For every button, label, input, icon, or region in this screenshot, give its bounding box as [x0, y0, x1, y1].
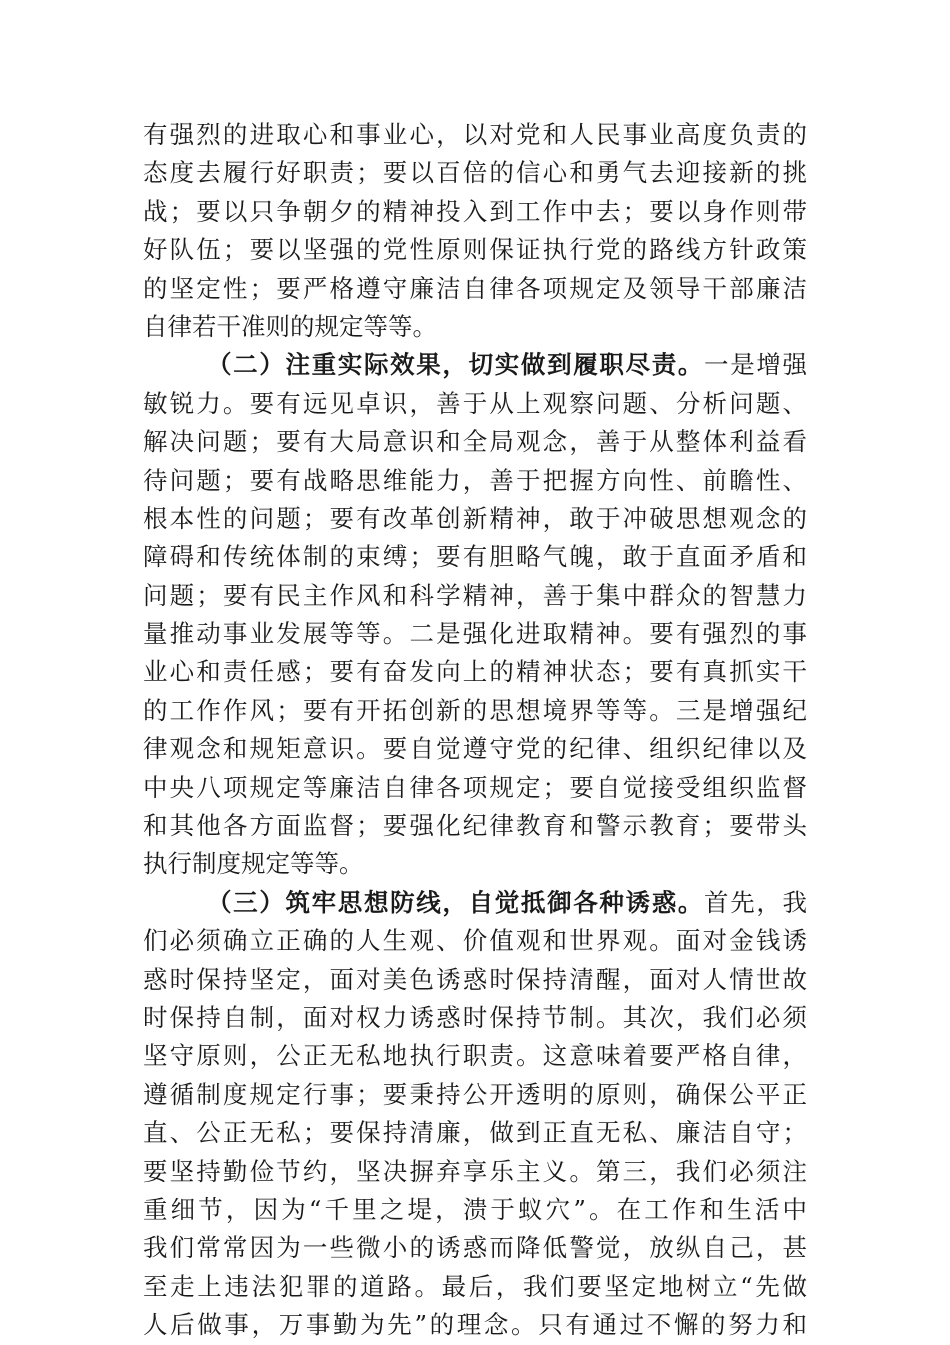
text-line: 至走上违法犯罪的道路。最后，我们要坚定地树立“先做 [143, 1271, 807, 1301]
text-line: 律观念和规矩意识。要自觉遵守党的纪律、组织纪律以及 [143, 734, 807, 764]
text-line: 解决问题；要有大局意识和全局观念，善于从整体利益看 [143, 427, 807, 457]
text-line: 重细节，因为“千里之堤，溃于蚁穴”。在工作和生活中 [143, 1194, 807, 1224]
text-line: 自律若干准则的规定等等。 [143, 311, 437, 341]
text-line: 业心和责任感；要有奋发向上的精神状态；要有真抓实干 [143, 657, 807, 687]
text-line: 时保持自制，面对权力诱惑时保持节制。其次，我们必须 [143, 1002, 807, 1032]
document-body [143, 116, 807, 1345]
text-line: 敏锐力。要有远见卓识，善于从上观察问题、分析问题、 [143, 388, 807, 418]
text-span: 一是增强 [704, 350, 808, 380]
text-line: 惑时保持坚定，面对美色诱惑时保持清醒，面对人情世故 [143, 964, 807, 994]
text-line: 量推动事业发展等等。二是强化进取精神。要有强烈的事 [143, 619, 807, 649]
text-line: 态度去履行好职责；要以百倍的信心和勇气去迎接新的挑 [143, 158, 807, 188]
section-heading-3: （三）筑牢思想防线，自觉抵御各种诱惑。 [207, 887, 705, 917]
section-heading-2: （二）注重实际效果，切实做到履职尽责。 [207, 350, 705, 380]
text-line: 障碍和传统体制的束缚；要有胆略气魄，敢于直面矛盾和 [143, 542, 807, 572]
text-line: 中央八项规定等廉洁自律各项规定；要自觉接受组织监督 [143, 772, 807, 802]
text-line: 有强烈的进取心和事业心，以对党和人民事业高度负责的 [143, 120, 807, 149]
text-line: 坚守原则，公正无私地执行职责。这意味着要严格自律， [143, 1041, 807, 1071]
paragraph-first-line [143, 884, 807, 922]
paragraph-2 [143, 346, 807, 883]
text-line: 们必须确立正确的人生观、价值观和世界观。面对金钱诱 [143, 926, 807, 956]
text-line: 问题；要有民主作风和科学精神，善于集中群众的智慧力 [143, 580, 807, 610]
text-line: 和其他各方面监督；要强化纪律教育和警示教育；要带头 [143, 811, 807, 841]
text-line: 遵循制度规定行事；要秉持公开透明的原则，确保公平正 [143, 1079, 807, 1109]
paragraph-1 [143, 116, 807, 346]
text-line: 的坚定性；要严格遵守廉洁自律各项规定及领导干部廉洁 [143, 273, 807, 303]
paragraph-3 [143, 884, 807, 1345]
paragraph-first-line [143, 346, 807, 384]
text-line: 待问题；要有战略思维能力，善于把握方向性、前瞻性、 [143, 465, 807, 495]
text-line: 我们常常因为一些微小的诱惑而降低警觉，放纵自己，甚 [143, 1233, 807, 1263]
text-line: 的工作作风；要有开拓创新的思想境界等等。三是增强纪 [143, 695, 807, 725]
text-line: 好队伍；要以坚强的党性原则保证执行党的路线方针政策 [143, 235, 807, 265]
text-line: 要坚持勤俭节约，坚决摒弃享乐主义。第三，我们必须注 [143, 1156, 807, 1186]
text-span: 首先，我 [704, 887, 808, 917]
text-line: 根本性的问题；要有改革创新精神，敢于冲破思想观念的 [143, 503, 807, 533]
text-line: 执行制度规定等等。 [143, 849, 364, 879]
text-line: 人后做事，万事勤为先”的理念。只有通过不懈的努力和 [143, 1310, 807, 1340]
text-line: 直、公正无私；要保持清廉，做到正直无私、廉洁自守； [143, 1118, 807, 1148]
text-line: 战；要以只争朝夕的精神投入到工作中去；要以身作则带 [143, 196, 807, 226]
